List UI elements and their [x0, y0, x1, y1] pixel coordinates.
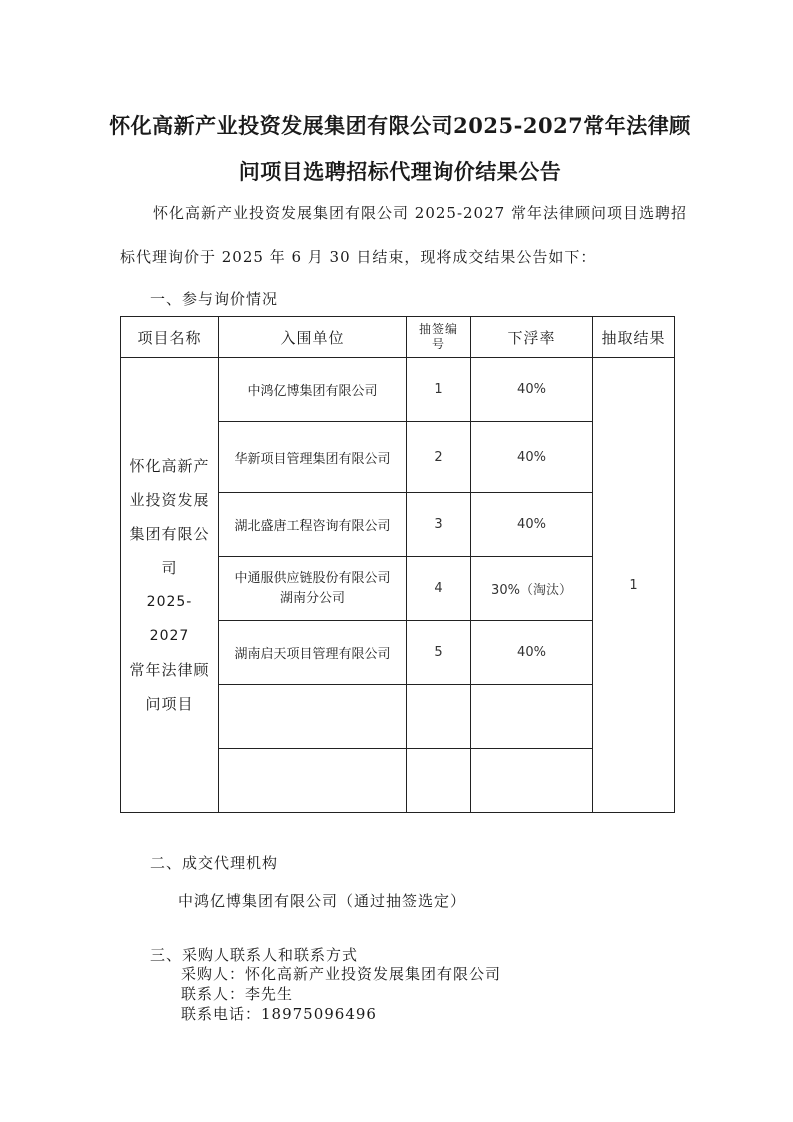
rate-cell: 40% — [471, 358, 593, 422]
intro-line-2: 标代理询价于 2025 年 6 月 30 日结束，现将成交结果公告如下： — [120, 248, 597, 266]
project-name-cell — [121, 358, 219, 813]
phone-line: 联系电话：18975096496 — [181, 1005, 377, 1023]
title-line-1: 怀化高新产业投资发展集团有限公司2025-2027常年法律顾 — [109, 113, 691, 138]
header-unit: 入围单位 — [219, 317, 407, 358]
intro-line-1: 怀化高新产业投资发展集团有限公司 2025-2027 常年法律顾问项目选聘招 — [153, 204, 687, 222]
rate-cell — [471, 749, 593, 813]
project-name-line: 问项目 — [145, 695, 194, 713]
purchaser-line: 采购人：怀化高新产业投资发展集团有限公司 — [181, 965, 502, 983]
header-draw-number — [407, 317, 471, 358]
unit-cell: 中鸿亿博集团有限公司 — [219, 358, 407, 422]
draw-number-cell: 1 — [407, 358, 471, 422]
rate-cell: 40% — [471, 422, 593, 493]
draw-number-cell: 5 — [407, 621, 471, 685]
project-name-line: 常年法律顾 — [129, 661, 210, 679]
rate-cell: 40% — [471, 493, 593, 557]
header-result: 抽取结果 — [593, 317, 675, 358]
rate-cell: 30%（淘汰） — [471, 557, 593, 621]
rate-cell — [471, 685, 593, 749]
draw-number-cell: 3 — [407, 493, 471, 557]
section-3-heading: 三、采购人联系人和联系方式 — [150, 946, 359, 964]
unit-cell — [219, 685, 407, 749]
draw-number-cell: 4 — [407, 557, 471, 621]
project-name-line: 2025-2027 — [146, 594, 193, 644]
draw-number-cell — [407, 685, 471, 749]
section-1-heading: 一、参与询价情况 — [150, 290, 279, 308]
unit-cell: 湖南启天项目管理有限公司 — [219, 621, 407, 685]
project-name-line: 集团有限公 — [129, 525, 210, 543]
header-project-name: 项目名称 — [121, 317, 219, 358]
agency-result: 中鸿亿博集团有限公司（通过抽签选定） — [178, 892, 467, 910]
unit-cell: 湖北盛唐工程咨询有限公司 — [219, 493, 407, 557]
unit-cell — [219, 557, 407, 621]
title-line-2: 问项目选聘招标代理询价结果公告 — [238, 159, 562, 184]
draw-number-cell — [407, 749, 471, 813]
table-row — [121, 358, 675, 422]
unit-line: 中通服供应链股份有限公司 — [234, 570, 391, 586]
contact-person-line: 联系人：李先生 — [181, 985, 294, 1003]
unit-cell — [219, 749, 407, 813]
draw-number-cell: 2 — [407, 422, 471, 493]
project-name-line: 怀化高新产 — [129, 457, 210, 475]
header-draw-number-text: 抽签编号 — [418, 322, 458, 351]
unit-cell: 华新项目管理集团有限公司 — [219, 422, 407, 493]
project-name-line: 业投资发展 — [129, 491, 210, 509]
rate-cell: 40% — [471, 621, 593, 685]
bid-table — [120, 316, 675, 813]
result-cell: 1 — [593, 358, 675, 813]
header-rate: 下浮率 — [471, 317, 593, 358]
table-header-row — [121, 317, 675, 358]
unit-line: 湖南分公司 — [279, 590, 345, 606]
project-name-line: 司 — [161, 559, 178, 577]
section-2-heading: 二、成交代理机构 — [150, 854, 279, 872]
